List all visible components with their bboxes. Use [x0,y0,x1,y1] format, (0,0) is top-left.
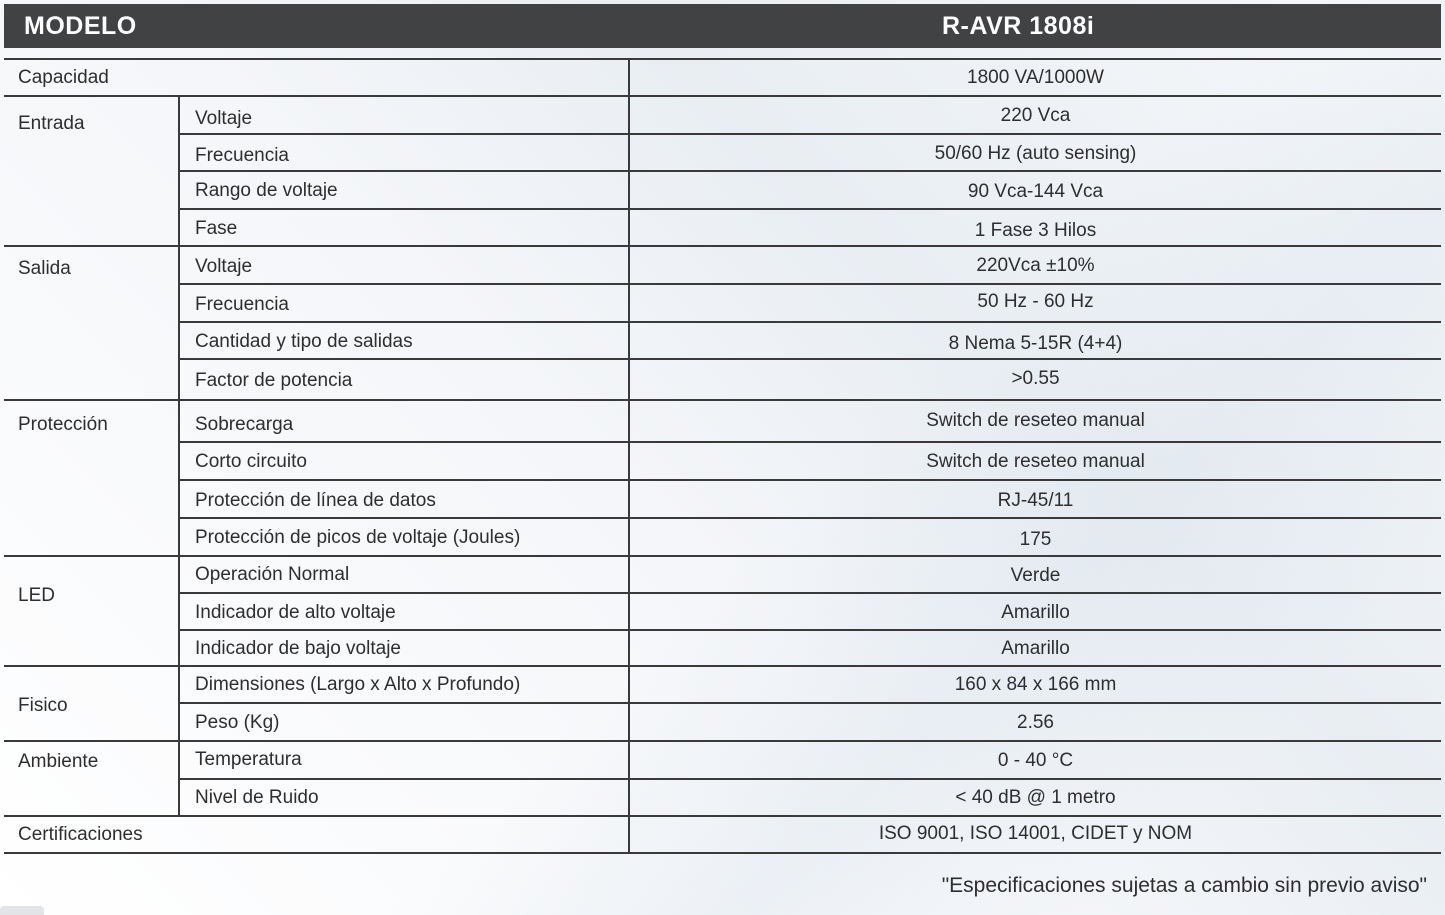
salida-value-cantidad: 8 Nema 5-15R (4+4) [948,333,1123,354]
disclaimer-note: "Especificaciones sujetas a cambio sin previo aviso" [941,874,1427,897]
fisico-value-dimensiones: 160 x 84 x 166 mm [954,674,1117,695]
proteccion-value-sobrecarga: Switch de reseteo manual [926,410,1145,431]
ambiente-value-temperatura: 0 - 40 °C [997,750,1074,771]
ambiente-label-temperatura: Temperatura [195,749,302,770]
salida-value-voltaje: 220Vca ±10% [976,255,1095,276]
fisico-value-peso: 2.56 [1017,712,1054,733]
salida-label-frecuencia: Frecuencia [195,294,289,315]
entrada-value-rango: 90 Vca-144 Vca [967,181,1104,202]
category-certificaciones: Certificaciones [18,824,143,845]
led-value-bajo: Amarillo [1001,638,1070,659]
category-salida: Salida [18,258,71,279]
value-capacidad: 1800 VA/1000W [967,67,1104,88]
salida-label-cantidad: Cantidad y tipo de salidas [195,331,413,352]
led-label-alto: Indicador de alto voltaje [195,602,396,623]
entrada-value-voltaje: 220 Vca [1000,105,1071,126]
fisico-label-dimensiones: Dimensiones (Largo x Alto x Profundo) [195,674,521,695]
category-ambiente: Ambiente [18,751,99,772]
entrada-label-rango: Rango de voltaje [195,180,338,201]
salida-label-voltaje: Voltaje [195,256,253,277]
proteccion-label-corto: Corto circuito [195,451,307,472]
proteccion-value-corto: Switch de reseteo manual [926,451,1145,472]
salida-value-factor: >0.55 [1011,368,1060,389]
entrada-label-voltaje: Voltaje [195,108,253,129]
entrada-value-frecuencia: 50/60 Hz (auto sensing) [934,143,1137,164]
proteccion-value-picos: 175 [1019,529,1052,550]
category-capacidad: Capacidad [18,67,109,88]
ambiente-label-ruido: Nivel de Ruido [195,787,319,808]
category-proteccion: Protección [18,414,108,435]
salida-label-factor: Factor de potencia [195,370,353,391]
model-label: MODELO [24,12,137,40]
category-fisico: Fisico [18,695,68,716]
salida-value-frecuencia: 50 Hz - 60 Hz [977,291,1094,312]
led-value-normal: Verde [1010,565,1061,586]
fisico-label-peso: Peso (Kg) [195,712,280,733]
proteccion-value-datos: RJ-45/11 [997,490,1074,511]
category-led: LED [18,585,55,606]
corner-tab [0,906,44,915]
proteccion-label-sobrecarga: Sobrecarga [195,414,294,435]
entrada-label-frecuencia: Frecuencia [195,145,289,166]
spec-table [4,0,1441,860]
model-value: R-AVR 1808i [942,12,1095,40]
led-label-normal: Operación Normal [195,564,350,585]
led-label-bajo: Indicador de bajo voltaje [195,638,401,659]
category-entrada: Entrada [18,113,85,134]
ambiente-value-ruido: < 40 dB @ 1 metro [955,787,1116,808]
entrada-label-fase: Fase [195,218,238,239]
proteccion-label-picos: Protección de picos de voltaje (Joules) [195,527,521,548]
entrada-value-fase: 1 Fase 3 Hilos [974,220,1097,241]
led-value-alto: Amarillo [1001,602,1070,623]
proteccion-label-datos: Protección de línea de datos [195,490,436,511]
value-certificaciones: ISO 9001, ISO 14001, CIDET y NOM [878,823,1193,844]
